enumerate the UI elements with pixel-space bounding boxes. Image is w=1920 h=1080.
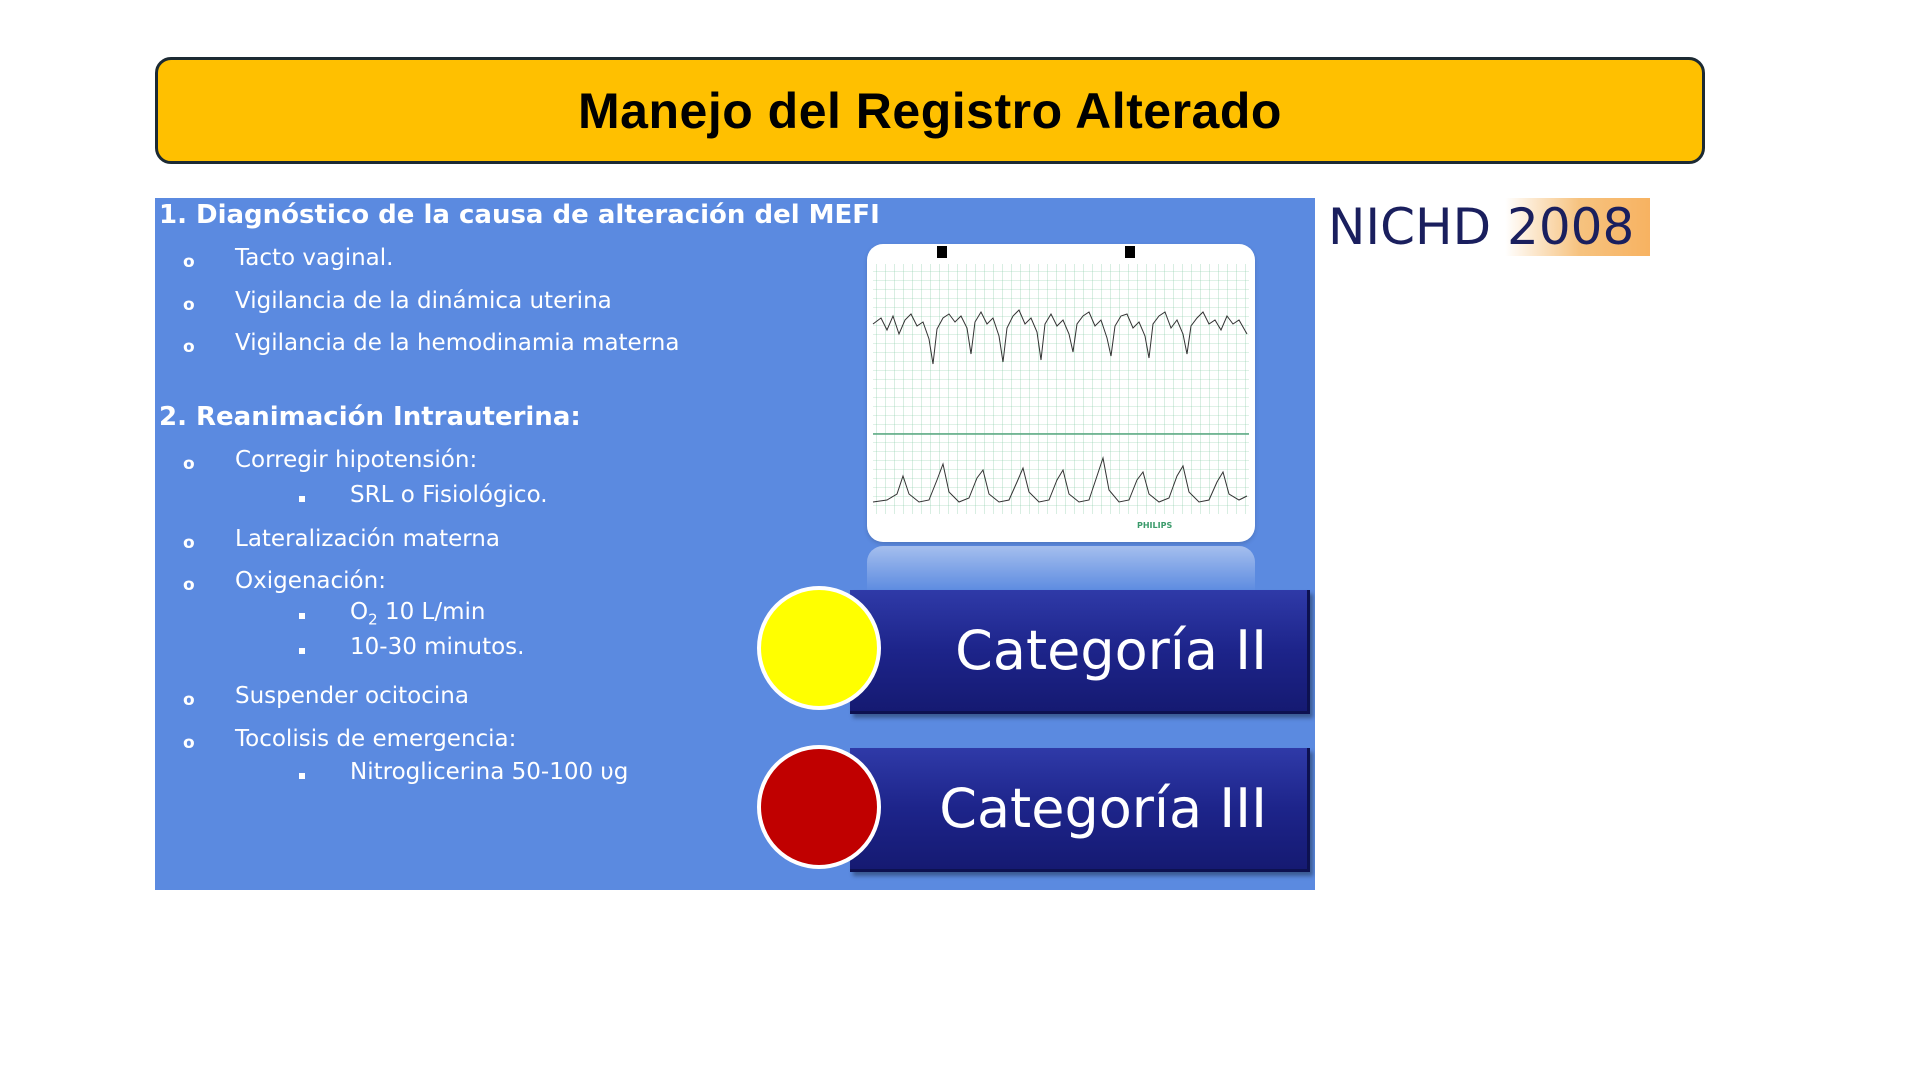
square-bullet-icon	[299, 496, 305, 502]
square-bullet-icon	[299, 613, 305, 619]
bullet-icon: o	[183, 533, 195, 553]
oxygen-subscript: 2	[368, 610, 378, 629]
list-item: Tocolisis de emergencia:	[235, 726, 517, 752]
category-ii-indicator	[757, 586, 881, 710]
bullet-icon: o	[183, 454, 195, 474]
list-item: Vigilancia de la dinámica uterina	[235, 288, 612, 314]
list-item: Vigilancia de la hemodinamia materna	[235, 330, 680, 356]
oxygen-symbol: O	[350, 599, 369, 625]
strip-reflection	[867, 546, 1255, 592]
bullet-icon: o	[183, 733, 195, 753]
slide-title: Manejo del Registro Alterado	[578, 82, 1282, 139]
category-ii-label: Categoría II	[955, 619, 1267, 682]
sub-list-item: SRL o Fisiológico.	[350, 482, 548, 508]
category-iii-indicator	[757, 745, 881, 869]
list-item: Corregir hipotensión:	[235, 447, 478, 473]
list-item: Oxigenación:	[235, 568, 386, 594]
ctg-trace-graphic	[867, 244, 1255, 542]
square-bullet-icon	[299, 773, 305, 779]
square-bullet-icon	[299, 648, 305, 654]
title-banner	[155, 57, 1705, 164]
bullet-icon: o	[183, 575, 195, 595]
oxygen-rate: 10 L/min	[384, 599, 486, 625]
sub-list-item: Nitroglicerina 50-100 υg	[350, 759, 629, 785]
section-1-heading: 1. Diagnóstico de la causa de alteración del MEFI	[159, 200, 880, 230]
sub-list-item: 10-30 minutos.	[350, 634, 525, 660]
list-item: Tacto vaginal.	[235, 245, 394, 271]
strip-brand-text: PHILIPS	[1137, 521, 1173, 530]
list-item: Lateralización materna	[235, 526, 500, 552]
bullet-icon: o	[183, 252, 195, 272]
content-panel	[155, 198, 1315, 890]
sub-list-item	[350, 599, 485, 629]
category-ii-bar	[850, 590, 1310, 714]
source-label: NICHD 2008	[1328, 198, 1650, 256]
category-iii-label: Categoría III	[939, 777, 1267, 840]
category-iii-bar	[850, 748, 1310, 872]
bullet-icon: o	[183, 295, 195, 315]
ctg-strip-image	[867, 244, 1255, 542]
bullet-icon: o	[183, 337, 195, 357]
list-item: Suspender ocitocina	[235, 683, 469, 709]
section-2-heading: 2. Reanimación Intrauterina:	[159, 402, 581, 432]
bullet-icon: o	[183, 690, 195, 710]
